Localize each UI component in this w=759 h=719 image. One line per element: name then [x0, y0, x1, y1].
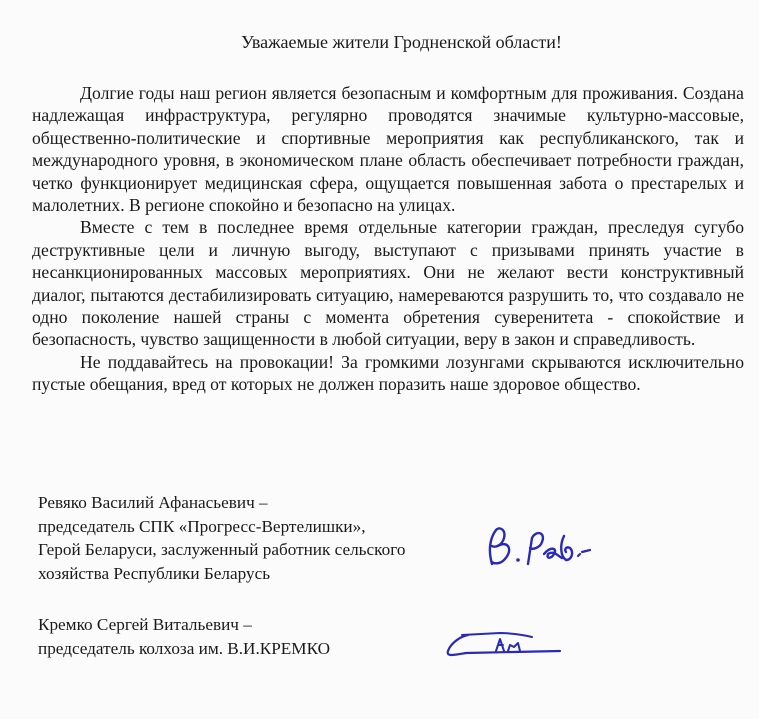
signer-title: Герой Беларуси, заслуженный работник сельского	[38, 540, 406, 559]
signer-kremko	[38, 613, 330, 660]
letter-title: Уважаемые жители Гродненской области!	[241, 32, 562, 52]
signer-name: Кремко Сергей Витальевич –	[38, 615, 252, 634]
signer-position: председатель СПК «Прогресс-Вертелишки»,	[38, 516, 366, 536]
paragraph-1: Долгие годы наш регион является безопасным и комфортным для проживания. Создана надлежащая инфраструктура, регулярно проводятся значимые культурно-массовые, общественно-политические и спортивные мероприятия как республиканского, так и международного уровня, в экономическом плане область обеспечивает потребности граждан, четко функционирует медицинская сфера, ощущается повышенная забота о престарелых и малолетних. В регионе спокойно и безопасно на улицах.	[32, 83, 744, 216]
paragraph-3: Не поддавайтесь на провокации! За громкими лозунгами скрываются исключительно пустые обещания, вред от которых не должен поразить наше здоровое общество.	[32, 351, 744, 395]
letter-body	[32, 82, 744, 396]
signer-name: Ревяко Василий Афанасьевич –	[38, 493, 268, 512]
signer-position: председатель колхоза им. В.И.КРЕМКО	[38, 638, 331, 658]
paragraph-2: Вместе с тем в последнее время отдельные категории граждан, преследуя сугубо деструктивные цели и личную выгоду, выступают с призывами принять участие в несанкционированных массовых мероприятиях. Они не желают вести конструктивный диалог, пытаются дестабилизировать ситуацию, намереваются разрушить то, что создавало не одно поколение нашей страны с момента обретения суверенитета - спокойствие и безопасность, чувство защищенности в любой ситуации, веру в закон и справедливость.	[32, 217, 744, 350]
signature-kremko	[440, 625, 570, 665]
signer-revyako	[38, 491, 405, 585]
signer-title-cont: хозяйства Республики Беларусь	[38, 563, 271, 583]
signature-revyako	[478, 516, 608, 576]
